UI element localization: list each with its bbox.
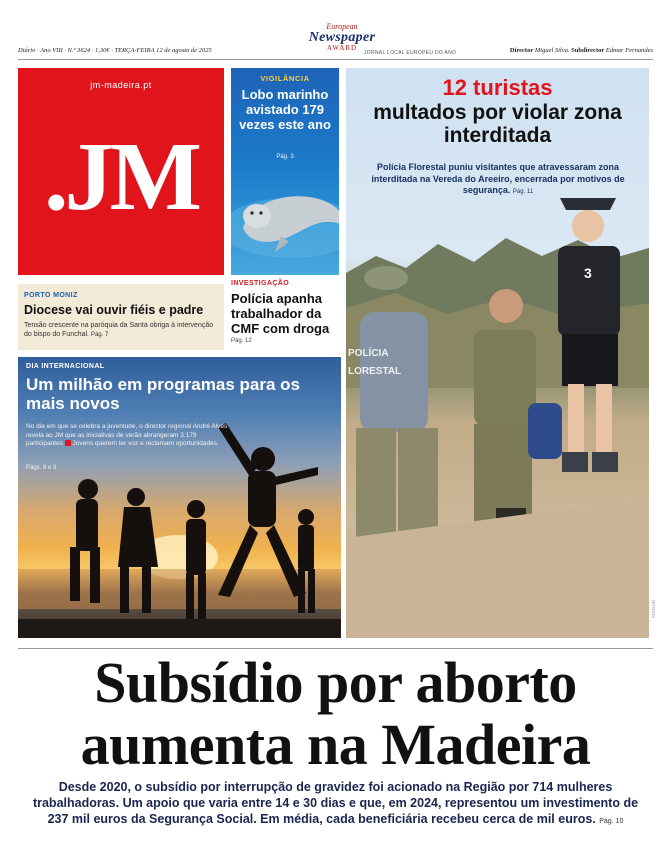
lead-headline[interactable]: [0, 652, 671, 776]
award-line-3: AWARD: [326, 44, 358, 52]
story-fined-tourists[interactable]: [346, 68, 649, 638]
youth-lede-a: No dia em que se celebra a juventude, o director regional André Alves revela ao JM que as iniciativas de verão abrangeram 3.179 participantes: [26, 423, 228, 447]
youth-lede: [26, 423, 230, 449]
vest-text-line-1: POLÍCIA: [348, 348, 389, 359]
diocese-kicker: PORTO MONIZ: [24, 292, 78, 299]
hikers-kicker: 12 turistas: [442, 75, 553, 100]
forest-police-photo: [346, 68, 649, 638]
hikers-page-ref: Pág. 11: [512, 189, 534, 195]
youth-kicker: DIA INTERNACIONAL: [26, 363, 105, 370]
jm-logo-block[interactable]: [18, 68, 224, 275]
cmf-kicker: INVESTIGAÇÃO: [231, 280, 290, 287]
photo-credit: FOTO DR: [651, 600, 656, 618]
hikers-lede-text: Polícia Florestal puniu visitantes que atravessaram zona interditada na Vereda do Areeiro, encerrada por motivos de segurança.: [371, 162, 625, 195]
lead-body-text: Desde 2020, o subsídio por interrupção de gravidez foi acionado na Região por 714 mulheres trabalhadoras. Um apoio que varia entre 14 e 30 dias e que, em 2024, representou um investimento de 237 mil euros da Segurança Social. Em média, cada beneficiária recebeu cerca de mil euros.: [32, 780, 639, 826]
lead-body: [28, 779, 643, 830]
story-youth-programs[interactable]: [18, 357, 341, 638]
website-url[interactable]: jm-madeira.pt: [90, 80, 152, 90]
director-label: Director: [509, 47, 534, 54]
hikers-headline[interactable]: multados por violar zona interditada: [373, 101, 622, 147]
diocese-headline[interactable]: Diocese vai ouvir fiéis e padre: [24, 303, 204, 317]
european-newspaper-award-logo: [262, 22, 422, 52]
hikers-lede: [364, 162, 632, 199]
diocese-lede: [24, 321, 222, 340]
youth-lede-b: Jovens querem ter voz e reclamam oportunidades.: [72, 440, 219, 447]
award-line-1: European: [326, 22, 358, 31]
seal-headline[interactable]: Lobo marinho avistado 179 vezes este ano: [239, 87, 331, 132]
vest-text-line-2: LORESTAL: [348, 366, 402, 377]
header-divider: [18, 59, 653, 60]
issue-meta-line: Diário · Ano VIII · N.º 3624 · 1,30€ · TERÇA-FEIRA 12 de agosto de 2025: [18, 47, 212, 54]
lead-page-ref: Pág. 10: [599, 818, 624, 825]
cmf-headline[interactable]: Polícia apanha trabalhador da CMF com droga: [231, 291, 330, 336]
story-seal-sightings[interactable]: [231, 68, 339, 275]
seal-kicker: VIGILÂNCIA: [260, 74, 310, 83]
award-line-2: Newspaper: [308, 30, 376, 45]
jm-logo-mark: .JM: [44, 123, 198, 231]
editorial-credits: Director Miguel Silva. Subdirector Edmar Fernandes: [509, 47, 653, 54]
story-diocese[interactable]: [18, 284, 224, 350]
diocese-page-ref: Pág. 7: [90, 332, 109, 338]
subdirector-name: Edmar Fernandes: [605, 47, 653, 54]
red-square-bullet: [65, 440, 71, 446]
youth-headline[interactable]: Um milhão em programas para os mais novos: [26, 375, 300, 413]
lead-headline-line-1: Subsídio por aborto: [94, 650, 577, 715]
cmf-page-ref: Pág. 12: [231, 338, 252, 344]
lead-headline-line-2: aumenta na Madeira: [80, 712, 591, 777]
director-name: Miguel Silva: [534, 47, 568, 54]
story-cmf-drugs[interactable]: [231, 280, 341, 344]
subdirector-label: Subdirector: [571, 47, 605, 54]
seal-page-ref: Pág. 3: [276, 154, 294, 160]
jersey-number: 3: [584, 265, 592, 281]
award-subtitle: JORNAL LOCAL EUROPEU DO ANO: [364, 50, 457, 56]
youth-page-ref: Págs. 8 e 9: [26, 465, 57, 471]
diocese-lede-text: Tensão crescente na paróquia da Santa obriga à intervenção do bispo do Funchal.: [24, 322, 214, 338]
lead-divider: [18, 648, 653, 649]
